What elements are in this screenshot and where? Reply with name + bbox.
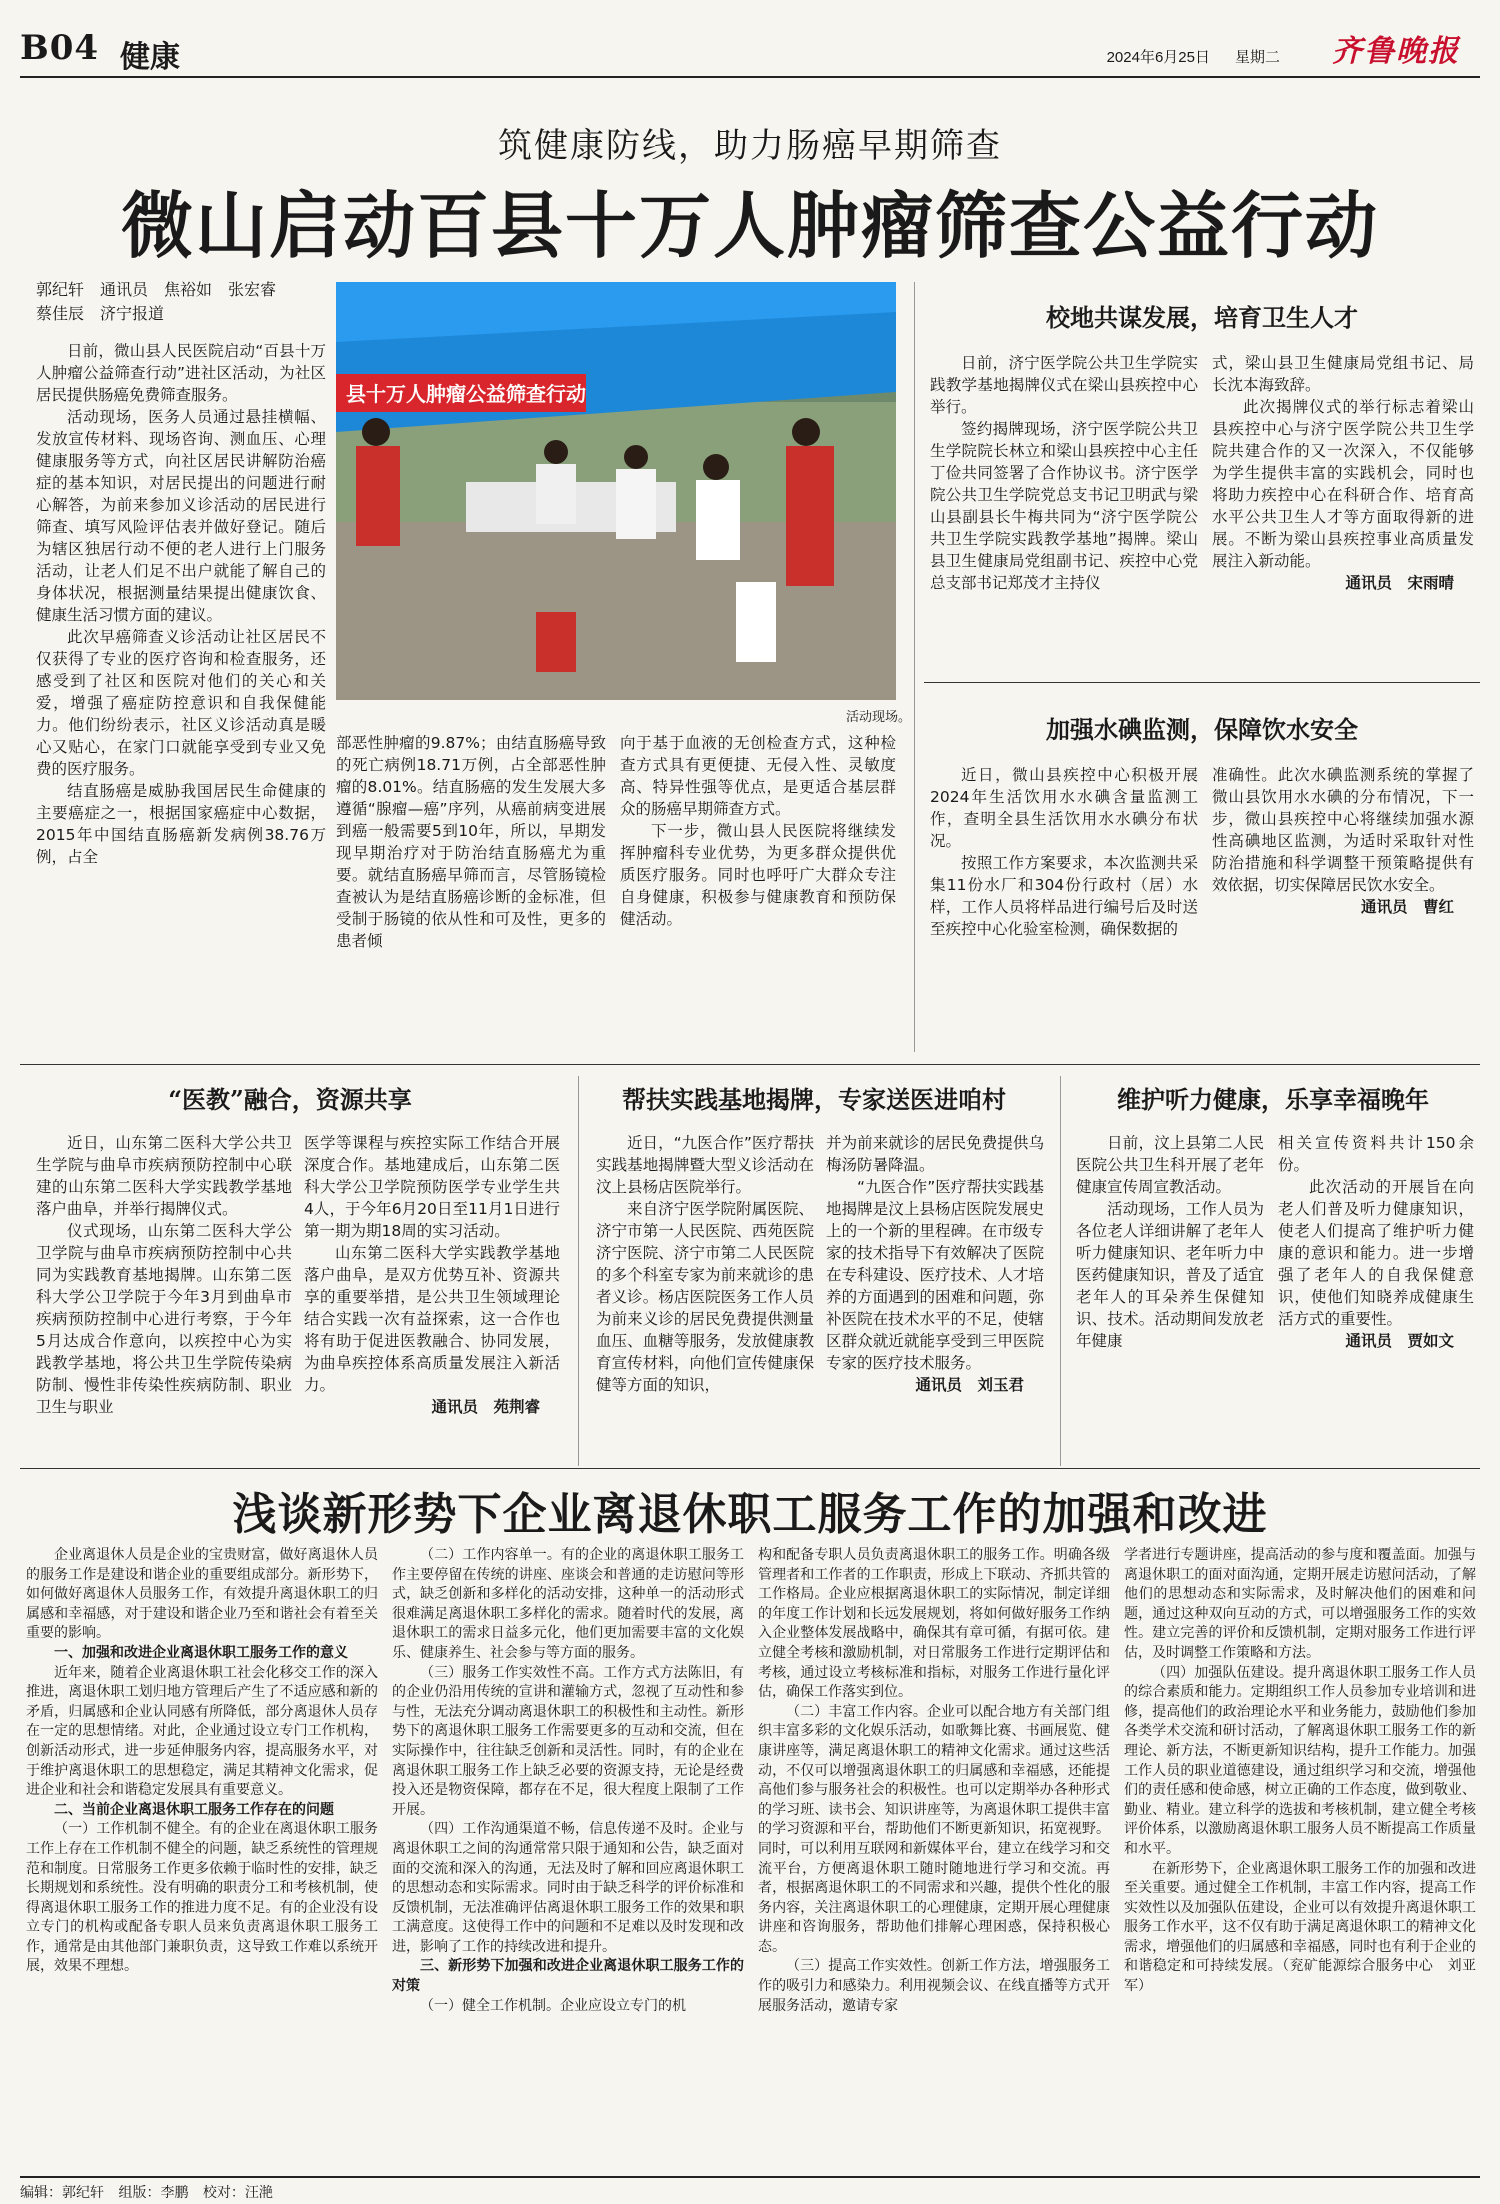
event-photo-illustration [336,282,896,700]
paragraph: （三）提高工作实效性。创新工作方法，增强服务工作的吸引力和感染力。利用视频会议、在线直播等方式开展服务活动，邀请专家 [758,1958,1110,2014]
paragraph: （二）工作内容单一。有的企业的离退休职工服务工作主要停留在传统的讲座、座谈会和普通的走访慰问等形式，缺乏创新和多样化的活动安排，这种单一的活动形式很难满足离退休职工多样化的需求。随着时代的发展，离退休职工的需求日益多元化，他们更加需要丰富的文化娱乐、健康养生、社会参与等方面的服务。 [392,1547,744,1661]
paragraph: 向于基于血液的无创检查方式，这种检查方式具有更便捷、无侵入性、灵敏度高、特异性强等优点，是更适合基层群众的肠癌早期筛查方式。 [620,734,896,818]
paragraph: （二）丰富工作内容。企业可以配合地方有关部门组织丰富多彩的文化娱乐活动，如歌舞比赛、书画展览、健康讲座等，满足离退休职工的精神文化需求。通过这些活动，不仅可以增强离退休职工的归属感和幸福感，还能提高他们参与服务社会的积极性。也可以定期举办各种形式的学习班、读书会、知识讲座等，为离退休职工提供丰富的学习资源和平台，帮助他们不断更新知识，拓宽视野。同时，可以利用互联网和新媒体平台，建立在线学习和交流平台，方便离退休职工随时随地进行学习和交流。再者，根据离退休职工的不同需求和兴趣，提供个性化的服务内容，关注离退休职工的心理健康，定期开展心理健康讲座和咨询服务，帮助他们排解心理困惑，保持积极心态。 [758,1703,1110,1955]
lead-col-3 [620,732,896,1062]
mid-article-1-credit: 通讯员 苑荆睿 [431,1398,540,1416]
paragraph: （四）工作沟通渠道不畅，信息传递不及时。企业与离退休职工之间的沟通常常只限于通知和公告，缺乏面对面的交流和深入的沟通，无法及时了解和回应离退休职工的思想动态和实际需求。同时由于缺乏科学的评价标准和反馈机制，无法准确评估离退休职工服务工作的效果和职工满意度。这使得工作中的问题和不足难以及时发现和改进，影响了工作的持续改进和提升。 [392,1821,744,1955]
paragraph: （一）健全工作机制。企业应设立专门的机 [420,1997,686,2014]
page-code: B04 [20,28,100,68]
side-article-1-credit: 通讯员 宋雨晴 [1345,574,1454,592]
section-heading: 二、当前企业离退休职工服务工作存在的问题 [54,1801,334,1818]
side-article-2-col-1 [930,764,1198,1054]
section-divider [924,682,1480,683]
event-photo [336,282,896,700]
paragraph: 按照工作方案要求，本次监测共采集11份水厂和304份行政村（居）水样，工作人员将样品进行编号后及时送至疾控中心化验室检测，确保数据的 [930,854,1198,938]
mid-article-1-title: “医教”融合，资源共享 [168,1085,412,1114]
side-article-2-credit: 通讯员 曹红 [1360,898,1454,916]
paragraph: 活动现场，医务人员通过悬挂横幅、发放宣传材料、现场咨询、测血压、心理健康服务等方式，向社区居民讲解防治癌症的基本知识，对居民提出的问题进行耐心解答，为前来参加义诊活动的居民进行筛查、填写风险评估表并做好登记。随后为辖区独居行动不便的老人进行上门服务活动，让老人们足不出户就能了解自己的身体状况，根据测量结果提出健康饮食、健康生活习惯方面的建议。 [36,408,326,624]
paragraph: 并为前来就诊的居民免费提供乌梅汤防暑降温。 [826,1134,1044,1174]
paragraph: 近日，“九医合作”医疗帮扶实践基地揭牌暨大型义诊活动在汶上县杨店医院举行。 [596,1134,814,1196]
paragraph: 结直肠癌是威胁我国居民生命健康的主要癌症之一，根据国家癌症中心数据，2015年中国结直肠癌新发病例38.76万例，占全 [36,782,326,866]
side-article-1-col-1 [930,352,1198,662]
lead-byline [36,278,336,326]
paragraph: 仪式现场，山东第二医科大学公卫学院与曲阜市疾病预防控制中心共同为实践教育基地揭牌。山东第二医科大学公卫学院于今年3月到曲阜市疾病预防控制中心进行考察，于今年5月达成合作意向，以疾控中心为实践教学基地，将公共卫生学院传染病防制、慢性非传染性疾病防制、职业卫生与职业 [36,1222,292,1416]
paragraph: 医学等课程与疾控实际工作结合开展深度合作。基地建成后，山东第二医科大学公卫学院预防医学专业学生共4人，于今年6月20日至11月1日进行第一期为期18周的实习活动。 [304,1134,560,1240]
side-article-2-col-2 [1212,764,1474,1054]
mid-article-2-col-1 [596,1132,814,1464]
column-divider [1060,1076,1061,1466]
paragraph: 在新形势下，企业离退休职工服务工作的加强和改进至关重要。通过健全工作机制，丰富工作内容，提高工作实效性以及加强队伍建设，企业可以有效提升离退休职工服务工作水平，这不仅有助于满足离退休职工的精神文化需求，增强他们的归属感和幸福感，同时也有利于企业的和谐稳定和可持续发展。（兖矿能源综合服务中心 刘亚军） [1124,1860,1476,1995]
column-divider [914,282,915,1052]
paragraph: 企业离退休人员是企业的宝贵财富，做好离退休人员的服务工作是建设和谐企业的重要组成部分。新形势下，如何做好离退休人员服务工作，有效提升离退休职工的归属感和幸福感，对于建设和谐企业乃至和谐社会有着至关重要的影响。 [26,1547,378,1642]
paragraph: 近年来，随着企业离退休职工社会化移交工作的深入推进，离退休职工划归地方管理后产生了不适应感和新的矛盾，归属感和企业认同感有所降低，部分离退休人员存在一定的思想情绪。对此，企业通过设立专门工作机构，创新活动形式，进一步延伸服务内容，提高服务水平，对于维护离退休职工的思想稳定，满足其精神文化需求，促进企业和社会和谐稳定发展具有重要意义。 [26,1664,378,1799]
mid-article-2-title: 帮扶实践基地揭牌，专家送医进咱村 [622,1085,1006,1114]
paragraph: 来自济宁医学院附属医院、济宁市第一人民医院、西苑医院济宁医院、济宁市第二人民医院的多个科室专家为前来就诊的患者义诊。杨店医院医务工作人员为前来义诊的居民免费提供测量血压、血糖等服务，发放健康教育宣传材料，向他们宣传健康保健等方面的知识， [596,1200,814,1394]
proofreader-credit: 校对：汪滟 [202,2185,273,2201]
paragraph: 相关宣传资料共计150余份。 [1278,1134,1474,1174]
paragraph: 日前，济宁医学院公共卫生学院实践教学基地揭牌仪式在梁山县疾控中心举行。 [930,354,1198,416]
mid-article-1-col-2 [304,1132,560,1464]
side-article-1-title: 校地共谋发展，培育卫生人才 [1046,303,1358,332]
paragraph: （三）服务工作实效性不高。工作方式方法陈旧，有的企业仍沿用传统的宣讲和灌输方式，忽视了互动性和参与性，无法充分调动离退休职工的积极性和主动性。新形势下的离退休职工服务工作需要更多的互动和交流，但在实际操作中，往往缺乏创新和灵活性。同时，有的企业在离退休职工服务工作上缺乏必要的资源支持，无论是经费投入还是物资保障，都存在不足，很大程度上限制了工作开展。 [392,1664,744,1818]
page-footer [20,2176,1480,2202]
paragraph: （一）工作机制不健全。有的企业在离退休职工服务工作上存在工作机制不健全的问题，缺乏系统性的管理规范和制度。日常服务工作更多依赖于临时性的安排，缺乏长期规划和系统性。没有明确的职责分工和考核机制，使得离退休职工服务工作的推进力度不足。有的企业没有设立专门的机构或配备专职人员来负责离退休职工服务工作，通常是由其他部门兼职负责，这导致工作难以系统开展，效果不理想。 [26,1821,378,1975]
section-name: 健康 [120,40,180,75]
paragraph: 此次揭牌仪式的举行标志着梁山县疾控中心与济宁医学院公共卫生学院共建合作的又一次深入，不仅能够为学生提供丰富的实践机会，同时也将助力疾控中心在科研合作、培育高水平公共卫生人才等方面取得新的进展。不断为梁山县疾控事业高质量发展注入新动能。 [1212,398,1474,570]
paragraph: 构和配备专职人员负责离退休职工的服务工作。明确各级管理者和工作者的工作职责，形成上下联动、齐抓共管的工作格局。企业应根据离退休职工的实际情况，制定详细的年度工作计划和长远发展规划，将如何做好服务工作纳入企业整体发展战略中，确保其有章可循，有据可依。建立健全考核和激励机制，对日常服务工作进行定期评估和考核，通过设立考核标准和指标，对服务工作进行量化评估，确保工作落实到位。 [758,1547,1110,1701]
bottom-article-col-1 [26,1546,378,2170]
byline-line-1: 郭纪轩 通讯员 焦裕如 张宏睿 [36,280,277,299]
lead-subhead: 筑健康防线，助力肠癌早期筛查 [498,126,1002,166]
issue-weekday: 星期二 [1234,49,1280,66]
section-heading: 三、新形势下加强和改进企业离退休职工服务工作的对策 [392,1958,744,1995]
lead-headline: 微山启动百县十万人肿瘤筛查公益行动 [120,183,1379,268]
mid-article-1-col-1 [36,1132,292,1464]
section-divider [20,1468,1480,1469]
lead-col-1 [36,340,326,1060]
byline-line-2: 蔡佳辰 济宁报道 [36,304,165,323]
mid-article-3-col-2 [1278,1132,1474,1464]
masthead-logo: 齐鲁晚报 [1332,34,1460,69]
paragraph: 学者进行专题讲座，提高活动的参与度和覆盖面。加强与离退休职工的面对面沟通，定期开展走访慰问活动，了解他们的思想动态和实际需求，及时解决他们的困难和问题，通过这种双向互动的方式，可以增强服务工作的实效性。建立完善的评价和反馈机制，定期对服务工作进行评估，及时调整工作策略和方法。 [1124,1547,1476,1661]
bottom-article-col-2 [392,1546,744,2170]
section-heading: 一、加强和改进企业离退休职工服务工作的意义 [54,1644,348,1661]
page-header [20,18,1480,78]
photo-caption: 活动现场。 [846,710,912,725]
paragraph: 此次活动的开展旨在向老人们普及听力健康知识，使老人们提高了维护听力健康的意识和能力。进一步增强了老年人的自我保健意识，使他们知晓养成健康生活方式的重要性。 [1278,1178,1474,1328]
issue-date: 2024年6月25日 [1106,49,1210,66]
bottom-article-title: 浅谈新形势下企业离退休职工服务工作的加强和改进 [232,1489,1268,1540]
paragraph: 式，梁山县卫生健康局党组书记、局长沈本海致辞。 [1212,354,1474,394]
side-article-2-title: 加强水碘监测，保障饮水安全 [1046,715,1358,744]
bottom-article-col-4 [1124,1546,1476,2170]
paragraph: 日前，微山县人民医院启动“百县十万人肿瘤公益筛查行动”进社区活动，为社区居民提供肠癌免费筛查服务。 [36,342,326,404]
mid-article-3-credit: 通讯员 贾如文 [1345,1332,1454,1350]
paragraph: 近日，微山县疾控中心积极开展2024年生活饮用水水碘含量监测工作，查明全县生活饮用水水碘分布状况。 [930,766,1198,850]
paragraph: 活动现场，工作人员为各位老人详细讲解了老年人听力健康知识、老年听力中医药健康知识，普及了适宜老年人的耳朵养生保健知识、技术。活动期间发放老年健康 [1076,1200,1264,1350]
bottom-article-col-3 [758,1546,1110,2170]
paragraph: 下一步，微山县人民医院将继续发挥肿瘤科专业优势，为更多群众提供优质医疗服务。同时也呼吁广大群众专注自身健康，积极参与健康教育和预防保健活动。 [620,822,896,928]
paragraph: 准确性。此次水碘监测系统的掌握了微山县饮用水水碘的分布情况，下一步，微山县疾控中心将继续加强水源性高碘地区监测，为适时采取针对性防治措施和科学调整干预策略提供有效依据，切实保障居民饮水安全。 [1212,766,1474,894]
designer-credit: 组版：李鹏 [118,2185,189,2201]
mid-article-2-credit: 通讯员 刘玉君 [915,1376,1024,1394]
paragraph: 签约揭牌现场，济宁医学院公共卫生学院院长林立和梁山县疾控中心主任丁俭共同签署了合作协议书。济宁医学院公共卫生学院党总支书记卫明武与梁山县副县长牛梅共同为“济宁医学院公共卫生学院实践教学基地”揭牌。梁山县卫生健康局党组副书记、疾控中心党总支部书记郑茂才主持仪 [930,420,1198,592]
section-divider [20,1064,1480,1065]
editor-credit: 编辑：郭纪轩 [20,2185,104,2201]
mid-article-3-col-1 [1076,1132,1264,1464]
paragraph: 近日，山东第二医科大学公共卫生学院与曲阜市疾病预防控制中心联建的山东第二医科大学实践教学基地落户曲阜，并举行揭牌仪式。 [36,1134,292,1218]
paragraph: （四）加强队伍建设。提升离退休职工服务工作人员的综合素质和能力。定期组织工作人员参加专业培训和进修，提高他们的政治理论水平和业务能力，鼓励他们参加各类学术交流和研讨活动，了解离退休职工服务工作的新理论、新方法，不断更新知识结构，提升工作能力。加强工作人员的职业道德建设，通过组织学习和交流，增强他们的责任感和使命感，树立正确的工作态度，做到敬业、勤业、精业。建立科学的选拔和考核机制，建立健全考核评价体系，以激励离退休职工服务人员不断提高工作质量和水平。 [1124,1664,1476,1857]
paragraph: “九医合作”医疗帮扶实践基地揭牌是汶上县杨店医院发展史上的一个新的里程碑。在市级专家的技术指导下有效解决了医院在专科建设、医疗技术、人才培养的方面遇到的困难和问题，弥补医院在技术水平的不足，使辖区群众就近就能享受到三甲医院专家的医疗技术服务。 [826,1178,1044,1372]
paragraph: 此次早癌筛查义诊活动让社区居民不仅获得了专业的医疗咨询和检查服务，还感受到了社区和医院对他们的关心和关爱，增强了癌症防控意识和自我保健能力。他们纷纷表示，社区义诊活动真是暖心又贴心，在家门口就能享受到专业又免费的医疗服务。 [36,628,326,778]
mid-article-3-title: 维护听力健康，乐享幸福晚年 [1117,1085,1429,1114]
lead-col-2 [336,732,606,1062]
paragraph: 部恶性肿瘤的9.87%；由结直肠癌导致的死亡病例18.71万例，占全部恶性肿瘤的8.01%。结直肠癌的发生发展大多遵循“腺瘤—癌”序列，从癌前病变进展到癌一般需要5到10年，所以，早期发现早期治疗对于防治结直肠癌尤为重要。就结直肠癌早筛而言，尽管肠镜检查被认为是结直肠癌诊断的金标准，但受制于肠镜的依从性和可及性，更多的患者倾 [336,734,606,950]
side-article-1-col-2 [1212,352,1474,662]
column-divider [578,1076,579,1466]
paragraph: 日前，汶上县第二人民医院公共卫生科开展了老年健康宣传周宣教活动。 [1076,1134,1264,1196]
photo-banner-text: 县十万人肿瘤公益筛查行动 [346,382,586,406]
paragraph: 山东第二医科大学实践教学基地落户曲阜，是双方优势互补、资源共享的重要举措，是公共卫生领域理论结合实践一次有益探索，这一合作也将有助于促进医教融合、协同发展，为曲阜疾控体系高质量发展注入新活力。 [304,1244,560,1394]
mid-article-2-col-2 [826,1132,1044,1464]
